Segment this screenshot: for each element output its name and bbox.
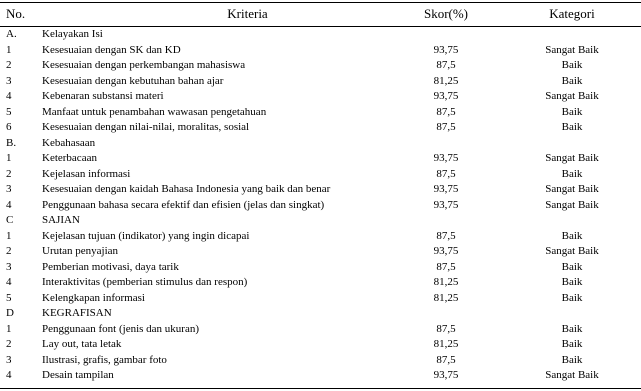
row-score: 87,5 bbox=[436, 105, 456, 118]
row-criterion: Desain tampilan bbox=[42, 369, 114, 381]
row-score: 81,25 bbox=[433, 276, 459, 288]
row-category: Sangat Baik bbox=[545, 183, 599, 195]
row-number: 4 bbox=[6, 198, 12, 211]
row-number: 2 bbox=[6, 167, 12, 180]
row-criterion: Interaktivitas (pemberian stimulus dan respon) bbox=[42, 276, 248, 288]
row-score: 87,5 bbox=[436, 322, 456, 335]
row-criterion: Ilustrasi, grafis, gambar foto bbox=[42, 353, 167, 366]
row-criterion: Kejelasan tujuan (indikator) yang ingin dicapai bbox=[42, 229, 250, 242]
row-criterion: Kebenaran substansi materi bbox=[42, 90, 164, 102]
row-score: 93,75 bbox=[433, 369, 459, 381]
row-number: 4 bbox=[6, 369, 12, 381]
row-criterion: SAJIAN bbox=[42, 214, 80, 226]
header-kategori: Kategori bbox=[549, 6, 595, 21]
table-row bbox=[0, 337, 641, 353]
row-category: Baik bbox=[561, 338, 583, 350]
row-criterion: Lay out, tata letak bbox=[42, 338, 122, 350]
row-score: 93,75 bbox=[433, 198, 459, 211]
row-number: 1 bbox=[6, 322, 12, 335]
row-score: 87,5 bbox=[436, 167, 456, 180]
row-number: B. bbox=[6, 136, 17, 149]
table-row bbox=[0, 89, 641, 105]
row-category: Baik bbox=[561, 167, 583, 180]
row-category: Baik bbox=[561, 105, 583, 118]
row-number: 4 bbox=[6, 276, 12, 288]
table-row bbox=[0, 322, 641, 338]
table-header bbox=[0, 3, 641, 26]
row-number: 5 bbox=[6, 105, 12, 118]
row-criterion: Kesesuaian dengan nilai-nilai, moralitas, sosial bbox=[42, 121, 250, 133]
row-category: Sangat Baik bbox=[545, 152, 599, 164]
table-row bbox=[0, 275, 641, 291]
section-row bbox=[0, 27, 641, 43]
row-category: Sangat Baik bbox=[545, 369, 599, 381]
row-category: Baik bbox=[561, 291, 583, 304]
row-score: 93,75 bbox=[433, 90, 459, 102]
row-number: 4 bbox=[6, 90, 12, 102]
row-criterion: Urutan penyajian bbox=[42, 245, 119, 257]
row-category: Baik bbox=[561, 229, 583, 242]
row-score: 81,25 bbox=[433, 291, 459, 304]
row-number: 2 bbox=[6, 338, 12, 350]
row-criterion: Manfaat untuk penambahan wawasan pengetahuan bbox=[42, 105, 267, 118]
table-row bbox=[0, 43, 641, 59]
row-number: 2 bbox=[6, 59, 12, 71]
section-row bbox=[0, 306, 641, 322]
row-category: Baik bbox=[561, 260, 583, 273]
row-criterion: Kelengkapan informasi bbox=[42, 291, 145, 304]
row-criterion: Kejelasan informasi bbox=[42, 167, 131, 180]
row-score: 93,75 bbox=[433, 245, 459, 257]
table-row bbox=[0, 244, 641, 260]
row-category: Baik bbox=[561, 322, 583, 335]
row-category: Sangat Baik bbox=[545, 198, 599, 211]
row-number: D bbox=[6, 307, 14, 319]
row-number: 3 bbox=[6, 260, 12, 273]
row-category: Baik bbox=[561, 353, 583, 366]
header-kriteria: Kriteria bbox=[227, 6, 268, 21]
table-row bbox=[0, 182, 641, 198]
table-row bbox=[0, 74, 641, 90]
row-number: 1 bbox=[6, 152, 12, 164]
row-category: Baik bbox=[561, 59, 583, 71]
table-row bbox=[0, 291, 641, 307]
row-number: 3 bbox=[6, 74, 12, 87]
header-skor: Skor(%) bbox=[423, 6, 469, 21]
table-row bbox=[0, 198, 641, 214]
section-row bbox=[0, 213, 641, 229]
row-number: C bbox=[6, 214, 14, 226]
row-criterion: Kesesuaian dengan kaidah Bahasa Indonesia yang baik dan benar bbox=[42, 183, 331, 195]
row-number: 2 bbox=[6, 245, 12, 257]
row-score: 87,5 bbox=[436, 353, 456, 366]
row-score: 93,75 bbox=[433, 183, 459, 195]
row-category: Baik bbox=[561, 276, 583, 288]
row-number: 3 bbox=[6, 353, 12, 366]
header-no: No. bbox=[6, 6, 26, 21]
row-number: 1 bbox=[6, 229, 12, 242]
row-category: Sangat Baik bbox=[545, 43, 599, 56]
table-row bbox=[0, 120, 641, 136]
row-criterion: Kesesuaian dengan kebutuhan bahan ajar bbox=[42, 74, 224, 87]
row-criterion: KEGRAFISAN bbox=[42, 307, 112, 319]
row-score: 87,5 bbox=[436, 260, 456, 273]
row-score: 87,5 bbox=[436, 59, 456, 71]
row-criterion: Penggunaan bahasa secara efektif dan efisien (jelas dan singkat) bbox=[42, 198, 325, 211]
table-row bbox=[0, 229, 641, 245]
row-number: A. bbox=[6, 28, 17, 40]
section-row bbox=[0, 136, 641, 152]
row-number: 3 bbox=[6, 183, 12, 195]
row-criterion: Penggunaan font (jenis dan ukuran) bbox=[42, 322, 200, 335]
row-category: Sangat Baik bbox=[545, 90, 599, 102]
row-score: 87,5 bbox=[436, 121, 456, 133]
row-criterion: Kesesuaian dengan perkembangan mahasiswa bbox=[42, 59, 246, 71]
table-bottom-rule bbox=[0, 388, 641, 389]
row-score: 81,25 bbox=[433, 74, 459, 87]
row-criterion: Kebahasaan bbox=[42, 136, 96, 149]
table-row bbox=[0, 151, 641, 167]
row-score: 93,75 bbox=[433, 152, 459, 164]
row-criterion: Pemberian motivasi, daya tarik bbox=[42, 260, 179, 273]
table-row bbox=[0, 167, 641, 183]
table-row bbox=[0, 368, 641, 384]
table-row bbox=[0, 353, 641, 369]
row-category: Sangat Baik bbox=[545, 245, 599, 257]
row-score: 93,75 bbox=[433, 43, 459, 56]
row-number: 5 bbox=[6, 291, 12, 304]
row-number: 6 bbox=[6, 121, 12, 133]
table-row bbox=[0, 260, 641, 276]
table-row bbox=[0, 58, 641, 74]
table-body bbox=[0, 27, 641, 384]
row-category: Baik bbox=[561, 121, 583, 133]
row-score: 87,5 bbox=[436, 229, 456, 242]
row-score: 81,25 bbox=[433, 338, 459, 350]
row-criterion: Kelayakan Isi bbox=[42, 28, 103, 40]
row-criterion: Keterbacaan bbox=[42, 152, 97, 164]
row-category: Baik bbox=[561, 74, 583, 87]
table-row bbox=[0, 105, 641, 121]
row-number: 1 bbox=[6, 43, 12, 56]
row-criterion: Kesesuaian dengan SK dan KD bbox=[42, 43, 181, 56]
